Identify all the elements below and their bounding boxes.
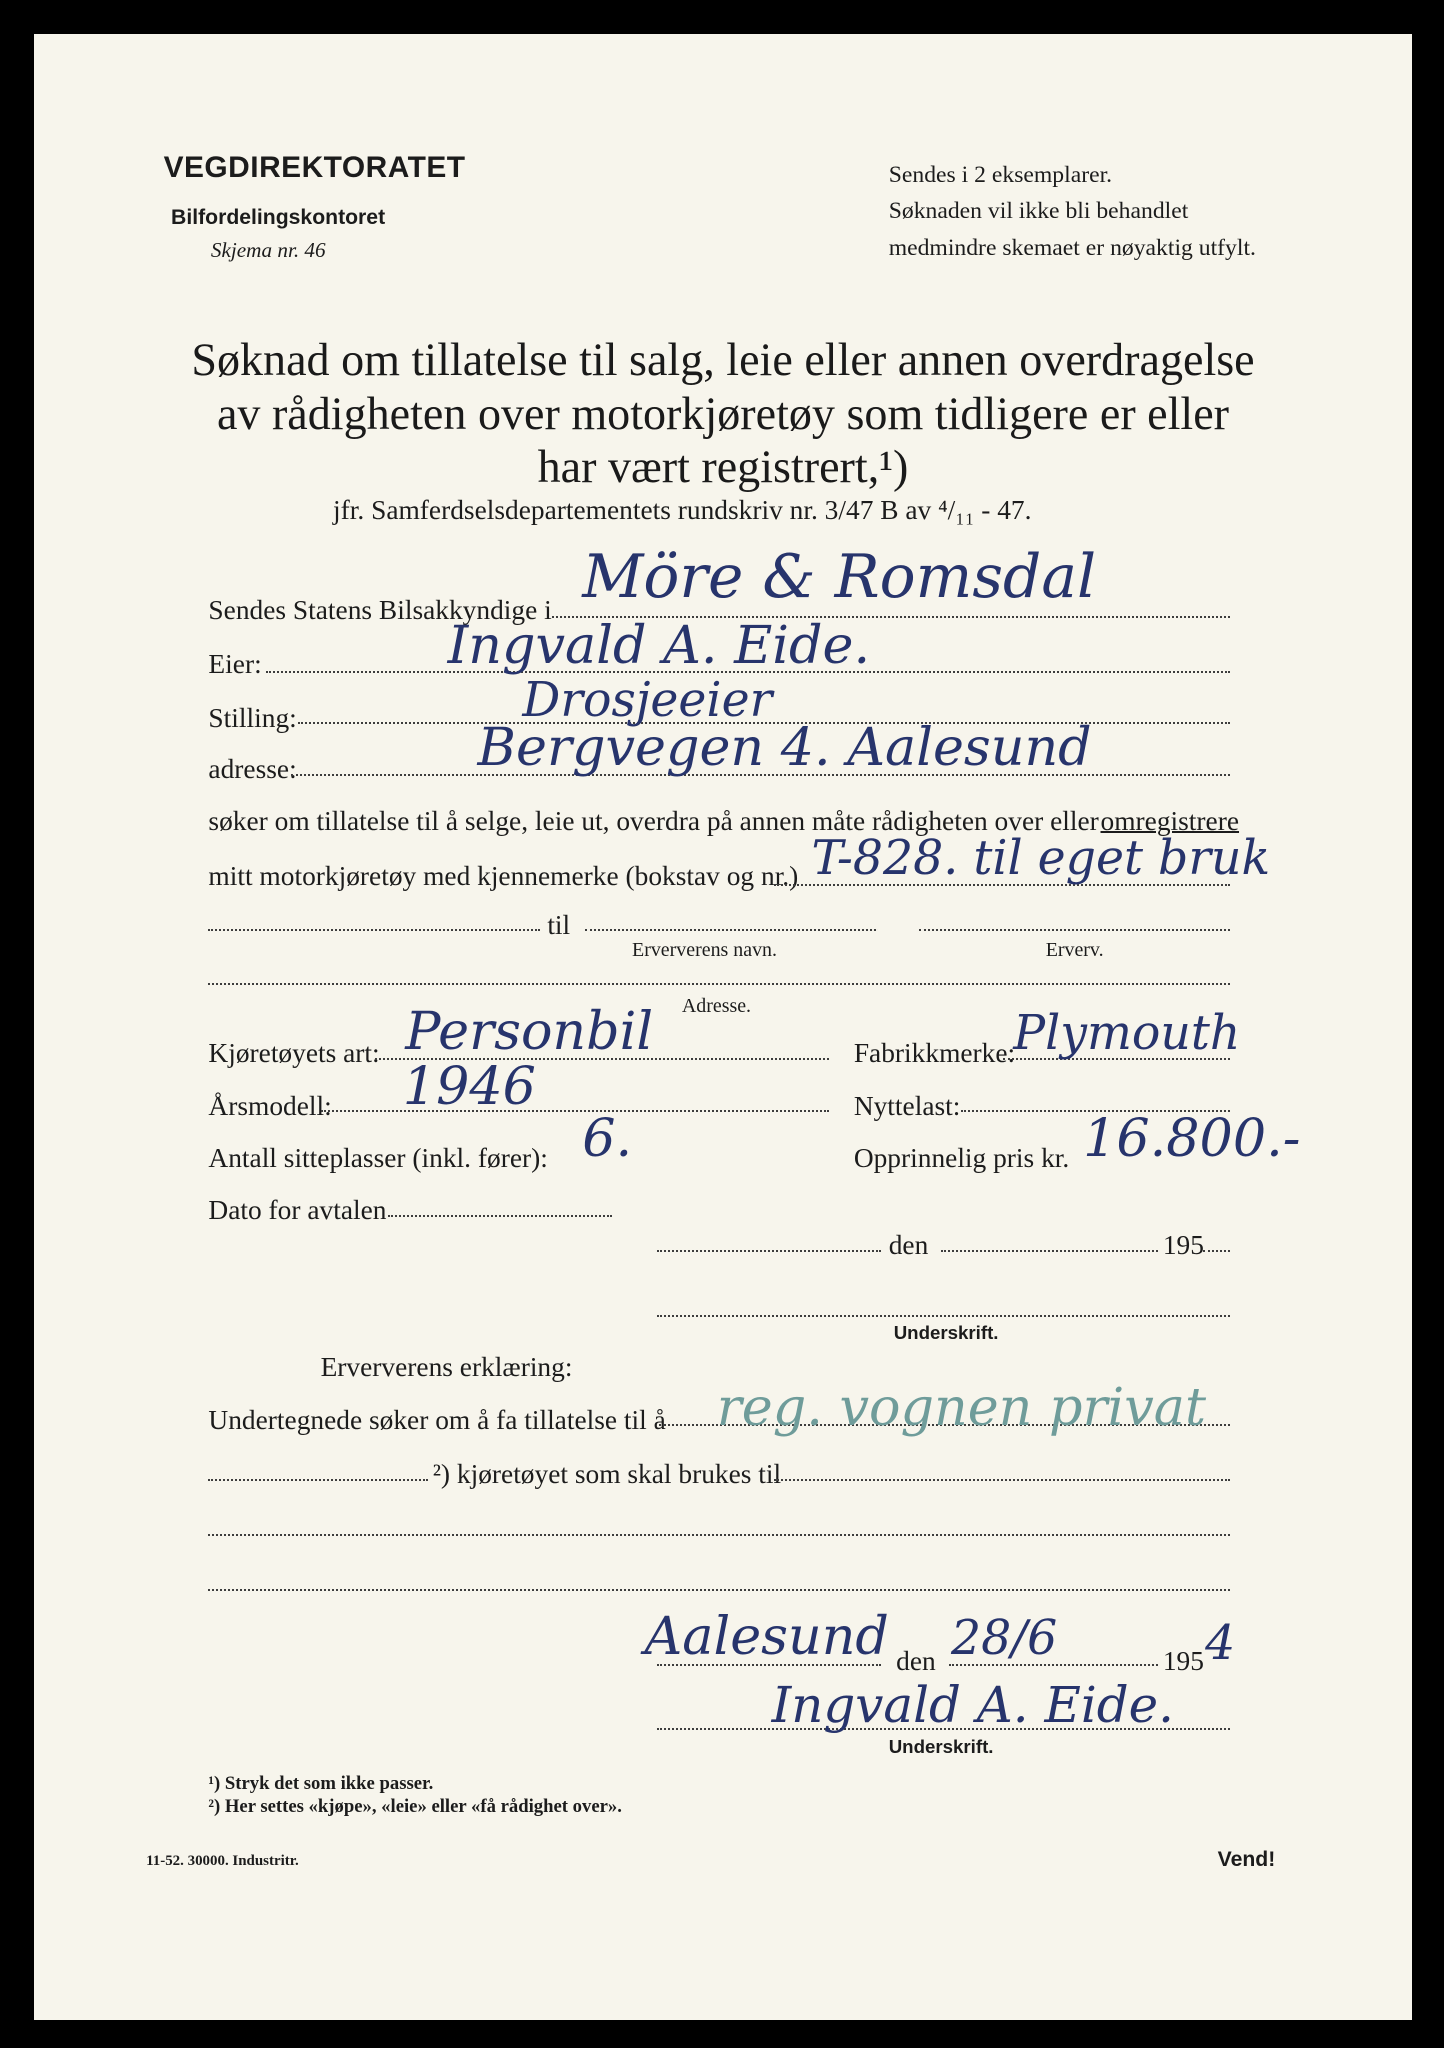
fabrikk-label: Fabrikkmerke:: [853, 1038, 1016, 1069]
statens-label: Sendes Statens Bilsakkyndige i: [208, 594, 552, 625]
title-line-1: Søknad om tillatelse til salg, leie eller annen overdragelse: [191, 334, 1255, 386]
notice-line-1: Sendes i 2 eksemplarer.: [888, 162, 1113, 189]
place-value: Aalesund: [644, 1606, 889, 1668]
date-value: 28/6: [951, 1611, 1058, 1667]
underskrift-caption-1: Underskrift.: [893, 1322, 999, 1344]
notice-line-3: medmindre skemaet er nøyaktig utfylt.: [888, 234, 1256, 261]
year-line-1: [1203, 1250, 1230, 1252]
form-number: Skjema nr. 46: [210, 238, 326, 263]
arsmodell-value: 1946: [402, 1055, 536, 1117]
kjennemerke-value: T-828. til eget bruk: [811, 831, 1271, 887]
year-suffix: 4: [1205, 1616, 1236, 1672]
statens-value: Möre & Romsdal: [582, 542, 1097, 613]
til-name-line: [208, 929, 539, 931]
year-prefix-1: 195: [1162, 1230, 1204, 1261]
adresse-blank-line: [208, 983, 1230, 985]
fabrikk-value: Plymouth: [1013, 1005, 1241, 1061]
title-line-3: har vært registrert,¹): [537, 441, 909, 493]
underskrift-caption-2: Underskrift.: [888, 1735, 994, 1757]
signature-value: Ingvald A. Eide.: [771, 1676, 1174, 1735]
kjennemerke-label: mitt motorkjøretøy med kjennemerke (bokstav og nr.): [208, 861, 799, 892]
undertegnede-label: Undertegnede søker om å fa tillatelse til å: [208, 1404, 666, 1435]
sitteplasser-label: Antall sitteplasser (inkl. fører):: [208, 1142, 548, 1173]
eier-label: Eier:: [208, 649, 262, 680]
erklaring-label: Erververens erklæring:: [320, 1352, 573, 1383]
dato-line: [388, 1215, 612, 1217]
art-label: Kjøretøyets art:: [208, 1038, 380, 1069]
omregistrere-text: omregistrere: [1100, 806, 1240, 837]
til-label: til: [547, 909, 571, 940]
signature-line-1: [657, 1315, 1230, 1317]
brukes-label: ²) kjøretøyet som skal brukes til: [432, 1459, 782, 1490]
den-label-2: den: [896, 1646, 936, 1677]
notice-line-2: Søknaden vil ikke bli behandlet: [888, 198, 1189, 225]
blank-line-1: [208, 1534, 1230, 1536]
art-value: Personbil: [405, 1000, 654, 1062]
pris-value: 16.800.-: [1083, 1107, 1301, 1169]
stilling-value: Drosjeeier: [522, 673, 773, 729]
pris-label: Opprinnelig pris kr.: [853, 1142, 1070, 1173]
office-name: Bilfordelingskontoret: [171, 205, 386, 229]
adresse-caption: Adresse.: [681, 994, 752, 1017]
title-reference: jfr. Samferdselsdepartementets rundskriv nr. 3/47 B av ⁴/₁₁ - 47.: [333, 494, 1032, 525]
adresse-label: adresse:: [208, 754, 297, 785]
brukes-pre-line: [208, 1479, 427, 1481]
erverver-name-line: [585, 929, 877, 931]
form-page: [34, 34, 1412, 2020]
eier-value: Ingvald A. Eide.: [447, 614, 871, 676]
place-line-1: [657, 1250, 881, 1252]
den-label-1: den: [888, 1230, 929, 1261]
vend-label: Vend!: [1217, 1848, 1276, 1872]
blank-line-2: [208, 1589, 1230, 1591]
footnote-1: ¹) Stryk det som ikke passer.: [208, 1773, 434, 1795]
stilling-label: Stilling:: [208, 703, 297, 734]
arsmodell-label: Årsmodell:: [208, 1090, 332, 1121]
year-prefix-2: 195: [1162, 1646, 1204, 1677]
sitteplasser-value: 6.: [582, 1107, 633, 1169]
nyttelast-label: Nyttelast:: [853, 1090, 961, 1121]
org-name: VEGDIREKTORATET: [163, 151, 466, 185]
adresse-value: Bergvegen 4. Aalesund: [477, 716, 1092, 778]
footnote-2: ²) Her settes «kjøpe», «leie» eller «få rådighet over».: [208, 1795, 622, 1817]
undertegnede-value: reg. vognen privat: [716, 1377, 1206, 1439]
soker-text: søker om tillatelse til å selge, leie ut, overdra på annen måte rådigheten over eller: [208, 806, 1099, 837]
erverv-line: [919, 929, 1230, 931]
dato-label: Dato for avtalen: [208, 1195, 387, 1226]
print-info: 11-52. 30000. Industritr.: [146, 1853, 299, 1870]
brukes-line: [774, 1479, 1230, 1481]
date-line-1: [941, 1250, 1158, 1252]
erververens-navn-caption: Erververens navn.: [632, 938, 777, 961]
arsmodell-line: [321, 1110, 829, 1112]
title-line-2: av rådigheten over motorkjøretøy som tidligere er eller: [216, 387, 1230, 439]
erverv-caption: Erverv.: [1045, 938, 1104, 961]
